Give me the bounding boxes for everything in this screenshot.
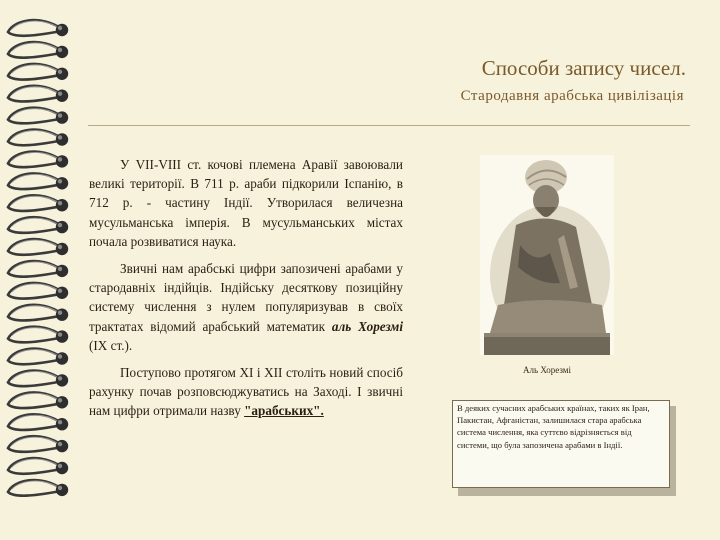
portrait-caption: Аль Хорезмі	[522, 365, 571, 375]
binding-ring	[8, 392, 68, 408]
binding-ring	[8, 414, 68, 430]
binding-ring	[8, 20, 68, 36]
binding-ring	[8, 436, 68, 452]
binding-ring	[8, 458, 68, 474]
info-note: В деяких сучасних арабських країнах, таких як Іран, Пакистан, Афганістан, залишилася стара арабська система числення, яка суттєво відрізняється від системи, що була запозичена арабами в Індії.	[452, 400, 670, 488]
al-khwarizmi-statue-image	[480, 155, 614, 355]
binding-ring	[8, 327, 68, 343]
binding-ring	[8, 283, 68, 299]
arabic-term: "арабських".	[244, 403, 324, 419]
paragraph-2-text: Звичні нам арабські цифри запозичені арабами у стародавніх індійців. Індійську десяткову позиційну систему числення з нулем популяризував в своїх трактатах відомий арабський математик	[89, 261, 403, 334]
binding-ring	[8, 349, 68, 365]
binding-ring	[8, 195, 68, 211]
binding-ring	[8, 173, 68, 189]
binding-ring	[8, 42, 68, 58]
slide-title: Способи запису чисел.	[481, 56, 686, 80]
paragraph-2-end: (IX ст.).	[89, 337, 133, 353]
spiral-binding	[0, 0, 80, 540]
binding-ring	[8, 305, 68, 321]
binding-ring	[8, 261, 68, 277]
paragraph-indian-numerals	[89, 259, 403, 355]
slide-subtitle: Стародавня арабська цивілізація	[460, 88, 684, 104]
binding-ring	[8, 108, 68, 124]
title-divider	[88, 125, 690, 126]
paragraph-3-text: Поступово протягом XI і XII століть новий спосіб рахунку почав розповсюджуватись на Заході. І звичні нам цифри отримали назву	[89, 365, 403, 419]
main-text	[89, 155, 403, 429]
binding-ring	[8, 239, 68, 255]
binding-ring	[8, 480, 68, 496]
binding-ring	[8, 64, 68, 80]
binding-ring	[8, 152, 68, 168]
binding-ring	[8, 86, 68, 102]
binding-ring	[8, 130, 68, 146]
paragraph-conquest: У VII-VIII ст. кочові племена Аравії завоювали великі території. В 711 р. араби підкорили Іспанію, в 712 р. - частину Індії. Утворилася величезна мусульманська імперія. В мусульманських містах почала розвиватися наука.	[89, 157, 403, 249]
paragraph-spread-west	[89, 363, 403, 421]
binding-ring	[8, 371, 68, 387]
binding-ring	[8, 217, 68, 233]
al-khwarizmi-name: аль Хорезмі	[331, 318, 403, 334]
